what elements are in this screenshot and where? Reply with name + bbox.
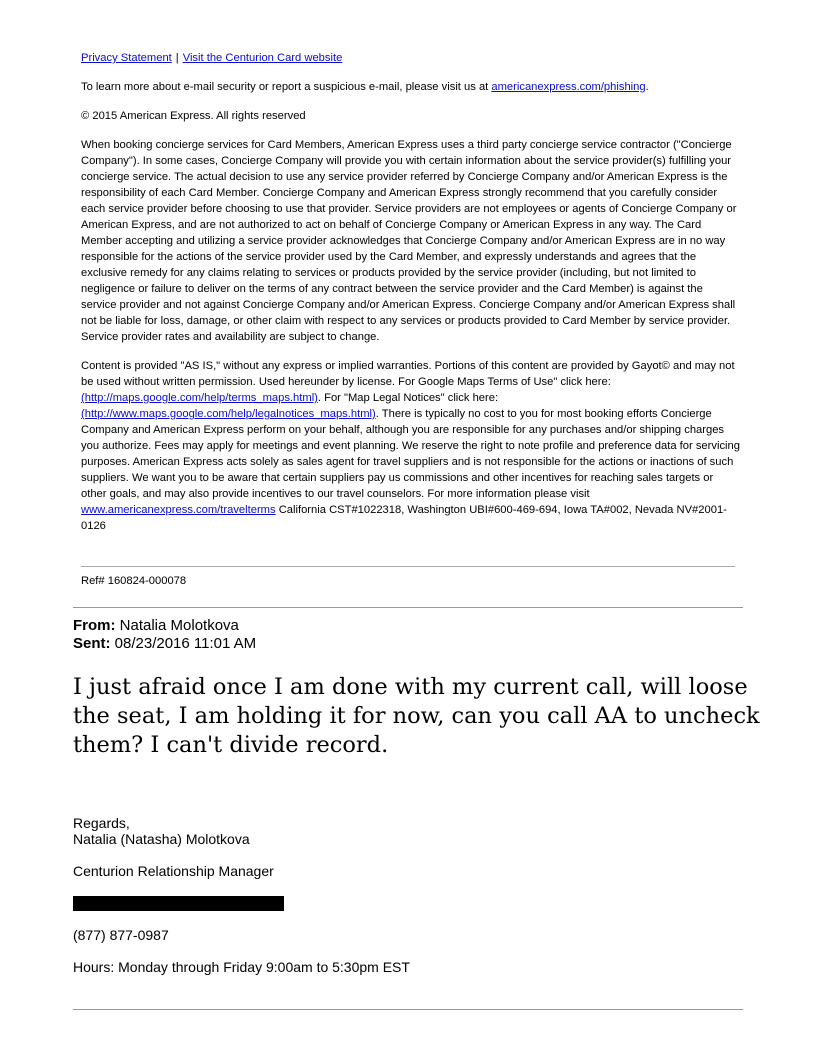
maps-terms-link[interactable]: (http://maps.google.com/help/terms_maps.html) [81,392,318,404]
privacy-statement-link[interactable]: Privacy Statement [81,52,172,64]
email-header [73,617,256,653]
sent-value: 08/23/2016 11:01 AM [110,635,257,652]
copyright: © 2015 American Express. All rights reserved [81,110,306,122]
from-line [73,617,256,635]
maps-legal-link[interactable]: (http://www.maps.google.com/help/legalnotices_maps.html) [81,408,376,420]
content-disclaimer [81,358,741,534]
footer-links-row [81,50,741,66]
message-body: I just afraid once I am done with my current call, will loose the seat, I am holding it for now, can you call AA to uncheck them? I can't divide record. [73,674,760,758]
signature-title: Centurion Relationship Manager [73,863,274,879]
message-divider-top [73,607,743,608]
content-text-1: Content is provided "AS IS," without any express or implied warranties. Portions of this content are provided by Gayot© and may not be used without written permission. Used hereunder by license. For Google Maps Terms of Use" click here: [81,360,735,388]
link-separator: | [175,52,179,64]
message-divider-bottom [73,1009,743,1010]
legal-footer [81,50,741,547]
signature-regards: Regards, [73,815,130,831]
from-label: From: [73,617,116,634]
footer-divider [81,566,735,567]
security-text-end: . [645,81,649,93]
security-notice [81,79,741,95]
from-value: Natalia Molotkova [115,617,239,634]
signature-hours: Hours: Monday through Friday 9:00am to 5:30pm EST [73,959,410,975]
content-text-2: . For "Map Legal Notices" click here: [317,392,499,404]
phishing-link[interactable]: americanexpress.com/phishing [491,81,646,93]
travelterms-link[interactable]: www.americanexpress.com/travelterms [81,504,276,516]
concierge-disclaimer: When booking concierge services for Card Members, American Express uses a third party concierge service contractor ("Concierge Company"). In some cases, Concierge Company will provide you with certain information about the service provider(s) fulfilling your concierge service. The actual decision to use any service provider referred by Concierge Company and/or American Express is the responsibility of each Card Member. Concierge Company and American Express strongly recommend that you carefully consider each service provider before choosing to use that provider. Service providers are not employees or agents of Concierge Company or American Express, and are not authorized to act on behalf of Concierge Company or American Express in any way. The Card Member accepting and utilizing a service provider acknowledges that Concierge Company and/or American Express are in no way responsible for the actions of the service provider used by the Card Member, and expressly understands and agrees that the exclusive remedy for any claims relating to services or products provided by the service provider (including, but not limited to negligence or failure to deliver on the terms of any contract between the service provider and the Card Member) is against the service provider and not against Concierge Company and/or American Express. Concierge Company and/or American Express shall not be liable for loss, damage, or other claim with respect to any services or products provided to Card Member by service provider. Service provider rates and availability are subject to change. [81,139,737,343]
security-text: To learn more about e-mail security or report a suspicious e-mail, please visit us at [81,81,492,93]
redaction-bar [73,896,284,911]
content-text-3: . There is typically no cost to you for most booking efforts Concierge Company and American Express perform on your behalf, although you are responsible for any purchases and/or shipping charges you authorize. Fees may apply for meetings and event planning. We reserve the right to note profile and preference data for servicing purposes. American Express acts solely as sales agent for travel suppliers and is not responsible for the actions or inactions of such suppliers. We want you to be aware that certain suppliers pay us commissions and other incentives for reaching sales targets or other goals, and may also provide incentives to our travel counselors. For more information please visit [81,408,740,500]
signature-phone: (877) 877-0987 [73,927,169,943]
content-text-4: California CST#1022318, Washington UBI#600-469-694, Iowa TA#002, Nevada NV#2001-0126 [81,504,727,532]
signature-name: Natalia (Natasha) Molotkova [73,831,250,847]
reference-number: Ref# 160824-000078 [81,575,187,587]
centurion-website-link[interactable]: Visit the Centurion Card website [182,52,343,64]
sent-label: Sent: [73,635,111,652]
sent-line [73,635,256,653]
